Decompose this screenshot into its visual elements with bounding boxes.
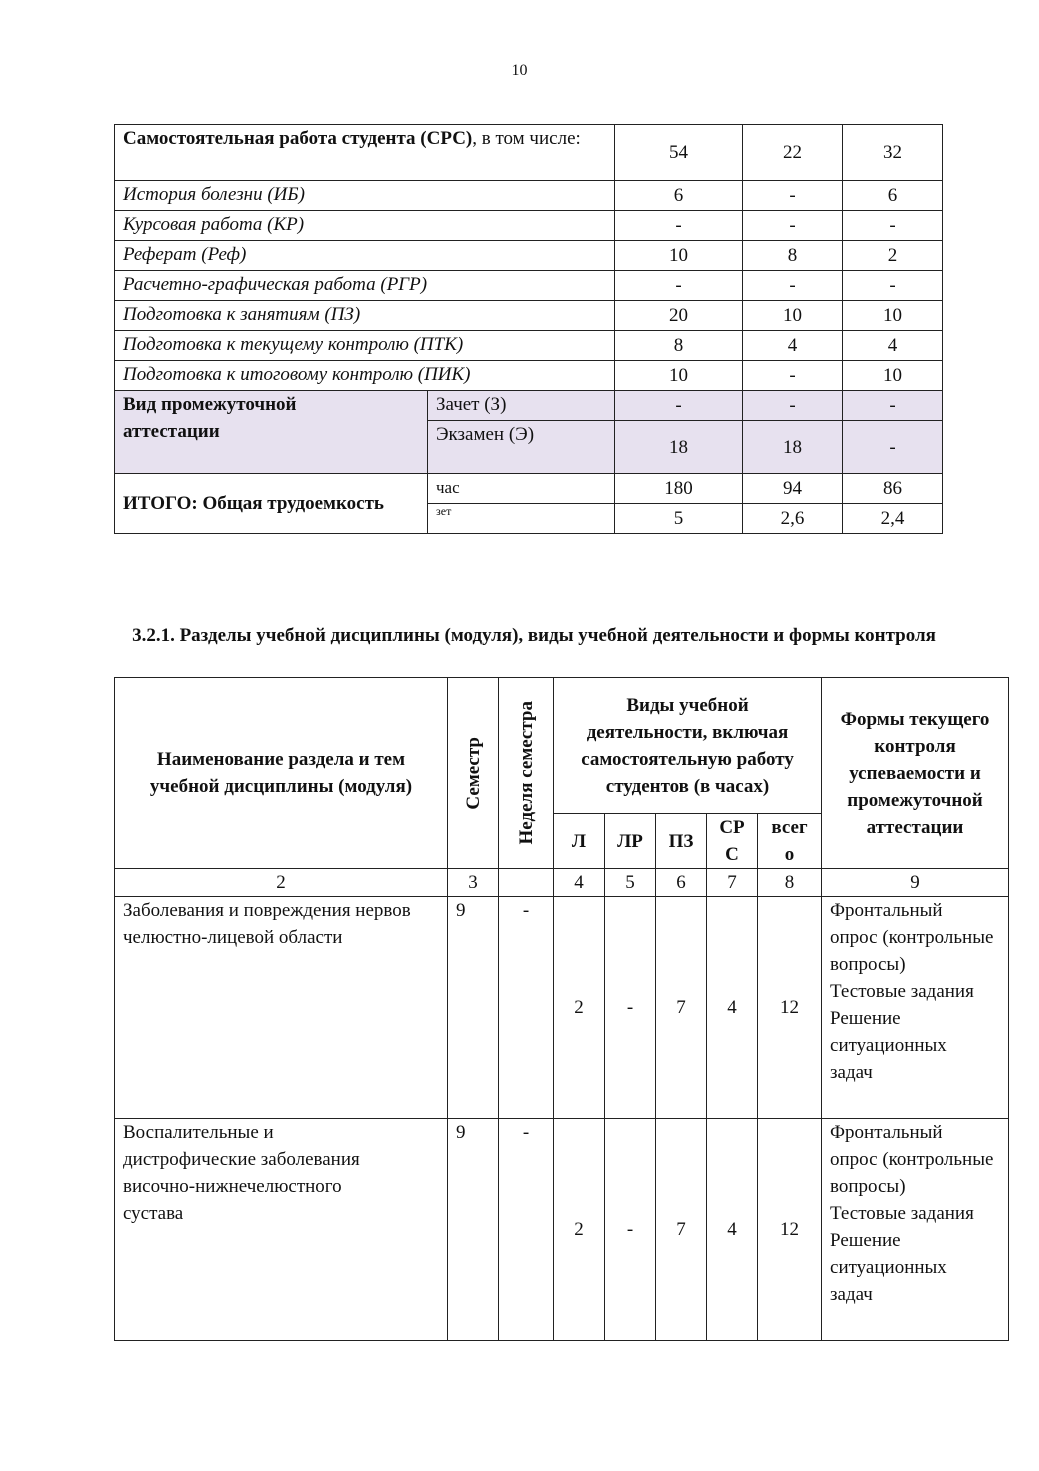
cell-week: - [499,1119,554,1341]
row-label: Подготовка к итоговому контролю (ПИК) [115,361,615,391]
cell-total: 12 [758,897,822,1119]
row-label: Подготовка к текущему контролю (ПТК) [115,331,615,361]
cell-total: - [615,391,743,421]
cell-sem2: - [843,391,943,421]
row-label: Реферат (Реф) [115,241,615,271]
itogo-label: ИТОГО: Общая трудоемкость [115,474,428,534]
cell-total: 6 [615,181,743,211]
header-lr: ЛР [605,814,656,869]
cell-sem2: - [843,421,943,474]
cell-semester: 9 [448,897,499,1119]
table-row [115,241,943,271]
col-number: 8 [758,869,822,897]
cell-sem2: 2 [843,241,943,271]
cell-total: 5 [615,504,743,534]
cell-sem1: 10 [743,301,843,331]
cell-sem2: - [843,271,943,301]
table-row [115,181,943,211]
form-item: Решение ситуационных задач [830,1230,947,1305]
cell-sem2: 86 [843,474,943,504]
header-row [115,678,1009,814]
cell-sem1: 94 [743,474,843,504]
zet-unit: зет [428,504,615,534]
table-row [115,474,943,504]
table-row [115,211,943,241]
sections-table [114,677,1009,1341]
cell-forms [822,897,1009,1119]
row-label: Курсовая работа (КР) [115,211,615,241]
cell-lr: - [605,897,656,1119]
header-week [499,678,554,869]
numbers-row [115,869,1009,897]
page-number: 10 [511,62,528,79]
cell-pz: 7 [656,897,707,1119]
cell-sem1: - [743,391,843,421]
col-number: 3 [448,869,499,897]
cell-total: 180 [615,474,743,504]
cell-semester: 9 [448,1119,499,1341]
cell-sem1: 4 [743,331,843,361]
header-total: всег о [758,814,822,869]
hours-unit: час [428,474,615,504]
cell-srs: 4 [707,897,758,1119]
header-semester-label: Семестр [462,736,484,810]
form-item: Фронтальный опрос (контрольные вопросы) [830,1122,994,1197]
cell-total: 18 [615,421,743,474]
cell-sem1: 2,6 [743,504,843,534]
table-row [115,301,943,331]
col-number: 6 [656,869,707,897]
col-number: 2 [115,869,448,897]
table-row [115,331,943,361]
header-l: Л [554,814,605,869]
form-item: Фронтальный опрос (контрольные вопросы) [830,900,994,975]
cell-total: 54 [615,125,743,181]
cell-sem2: 32 [843,125,943,181]
header-forms: Формы текущего контроля успеваемости и промежуточной аттестации [822,678,1009,869]
cell-total: - [615,271,743,301]
zachet-label: Зачет (З) [428,391,615,421]
table-row [115,897,1009,1119]
col-number: 4 [554,869,605,897]
header-semester [448,678,499,869]
cell-total: 10 [615,241,743,271]
row-label: Расчетно-графическая работа (РГР) [115,271,615,301]
col-number [499,869,554,897]
cell-srs: 4 [707,1119,758,1341]
cell-week: - [499,897,554,1119]
cell-sem1: 8 [743,241,843,271]
cell-sem1: - [743,271,843,301]
cell-sem1: 22 [743,125,843,181]
col-number: 9 [822,869,1009,897]
cell-sem1: - [743,181,843,211]
header-week-label: Неделя семестра [515,701,537,845]
col-number: 5 [605,869,656,897]
cell-total: 10 [615,361,743,391]
row-label: История болезни (ИБ) [115,181,615,211]
header-pz: ПЗ [656,814,707,869]
header-activities: Виды учебной деятельности, включая самостоятельную работу студентов (в часах) [554,678,822,814]
row-label: Подготовка к занятиям (ПЗ) [115,301,615,331]
cell-sem2: 10 [843,301,943,331]
section-title: 3.2.1. Разделы учебной дисциплины (модуля), виды учебной деятельности и формы контроля [132,625,936,646]
form-item: Тестовые задания [830,1203,974,1224]
cell-sem2: 2,4 [843,504,943,534]
cell-total: 20 [615,301,743,331]
table-row [115,361,943,391]
col-number: 7 [707,869,758,897]
cell-total: 8 [615,331,743,361]
cell-lr: - [605,1119,656,1341]
cell-sem2: 6 [843,181,943,211]
table-row [115,125,943,181]
cell-sem2: 10 [843,361,943,391]
cell-sem2: - [843,211,943,241]
cell-l: 2 [554,897,605,1119]
cell-total: 12 [758,1119,822,1341]
workload-table [114,124,943,534]
cell-total: - [615,211,743,241]
section-name: Заболевания и повреждения нервов челюстно-лицевой области [115,897,448,1119]
cell-sem1: 18 [743,421,843,474]
cell-forms [822,1119,1009,1341]
table-row [115,1119,1009,1341]
cell-pz: 7 [656,1119,707,1341]
section-name: Воспалительные и дистрофические заболевания височно-нижнечелюстного сустава [115,1119,448,1341]
cell-sem1: - [743,361,843,391]
cell-sem1: - [743,211,843,241]
form-item: Тестовые задания [830,981,974,1002]
exam-label: Экзамен (Э) [428,421,615,474]
row-label: Самостоятельная работа студента (СРС), в том числе: [115,125,615,181]
table-row [115,271,943,301]
header-name: Наименование раздела и тем учебной дисциплины (модуля) [115,678,448,869]
attestation-label: Вид промежуточной аттестации [115,391,428,474]
form-item: Решение ситуационных задач [830,1008,947,1083]
cell-l: 2 [554,1119,605,1341]
cell-sem2: 4 [843,331,943,361]
header-srs: СР С [707,814,758,869]
table-row [115,391,943,421]
